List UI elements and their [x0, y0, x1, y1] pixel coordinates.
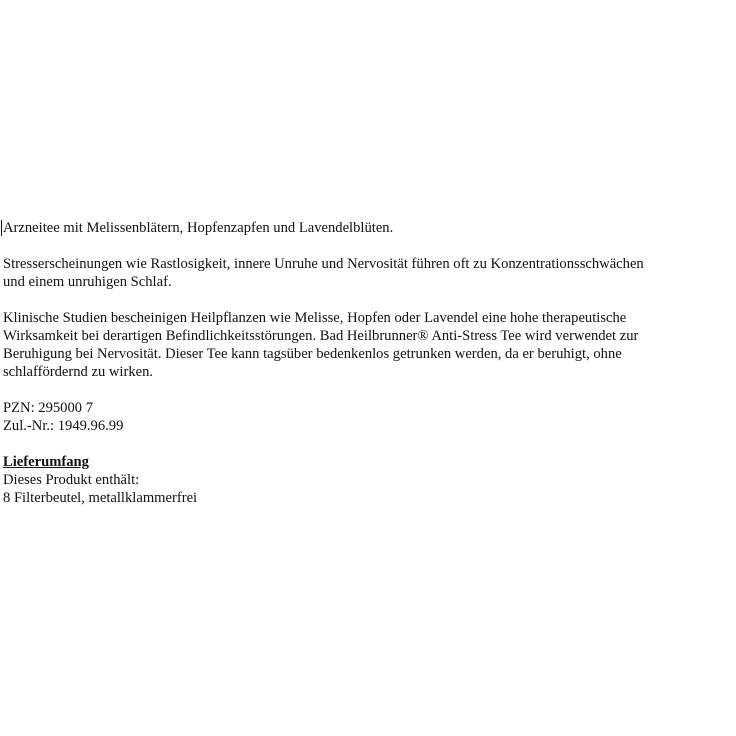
studies-line-1: Klinische Studien bescheinigen Heilpflanzen wie Melisse, Hopfen oder Lavendel eine hohe therapeutische	[3, 310, 627, 326]
studies-line-2: Wirksamkeit bei derartigen Befindlichkeitsstörungen. Bad Heilbrunner® Anti-Stress Tee wird verwendet zur	[3, 328, 639, 344]
delivery-heading: Lieferumfang	[3, 454, 89, 470]
ids-paragraph	[3, 399, 736, 435]
delivery-line-1: Dieses Produkt enthält:	[3, 472, 140, 488]
intro-text: Arzneitee mit Melissenblätern, Hopfenzapfen und Lavendelblüten.	[3, 220, 394, 236]
symptoms-line-2: und einem unruhigen Schlaf.	[3, 274, 172, 290]
text-cursor	[1, 220, 2, 236]
studies-line-4: schlaffördernd zu wirken.	[3, 364, 154, 380]
studies-paragraph	[3, 309, 736, 381]
delivery-paragraph	[3, 453, 736, 507]
delivery-line-2: 8 Filterbeutel, metallklammerfrei	[3, 490, 198, 506]
approval-number: Zul.-Nr.: 1949.96.99	[3, 418, 124, 434]
symptoms-line-1: Stresserscheinungen wie Rastlosigkeit, innere Unruhe und Nervosität führen oft zu Konzentrationsschwächen	[3, 256, 644, 272]
studies-line-3: Beruhigung bei Nervosität. Dieser Tee kann tagsüber bedenkenlos getrunken werden, da er beruhigt, ohne	[3, 346, 622, 362]
symptoms-paragraph	[3, 255, 736, 291]
pzn-number: PZN: 295000 7	[3, 400, 93, 416]
product-description	[3, 219, 736, 507]
intro-paragraph	[3, 219, 736, 237]
